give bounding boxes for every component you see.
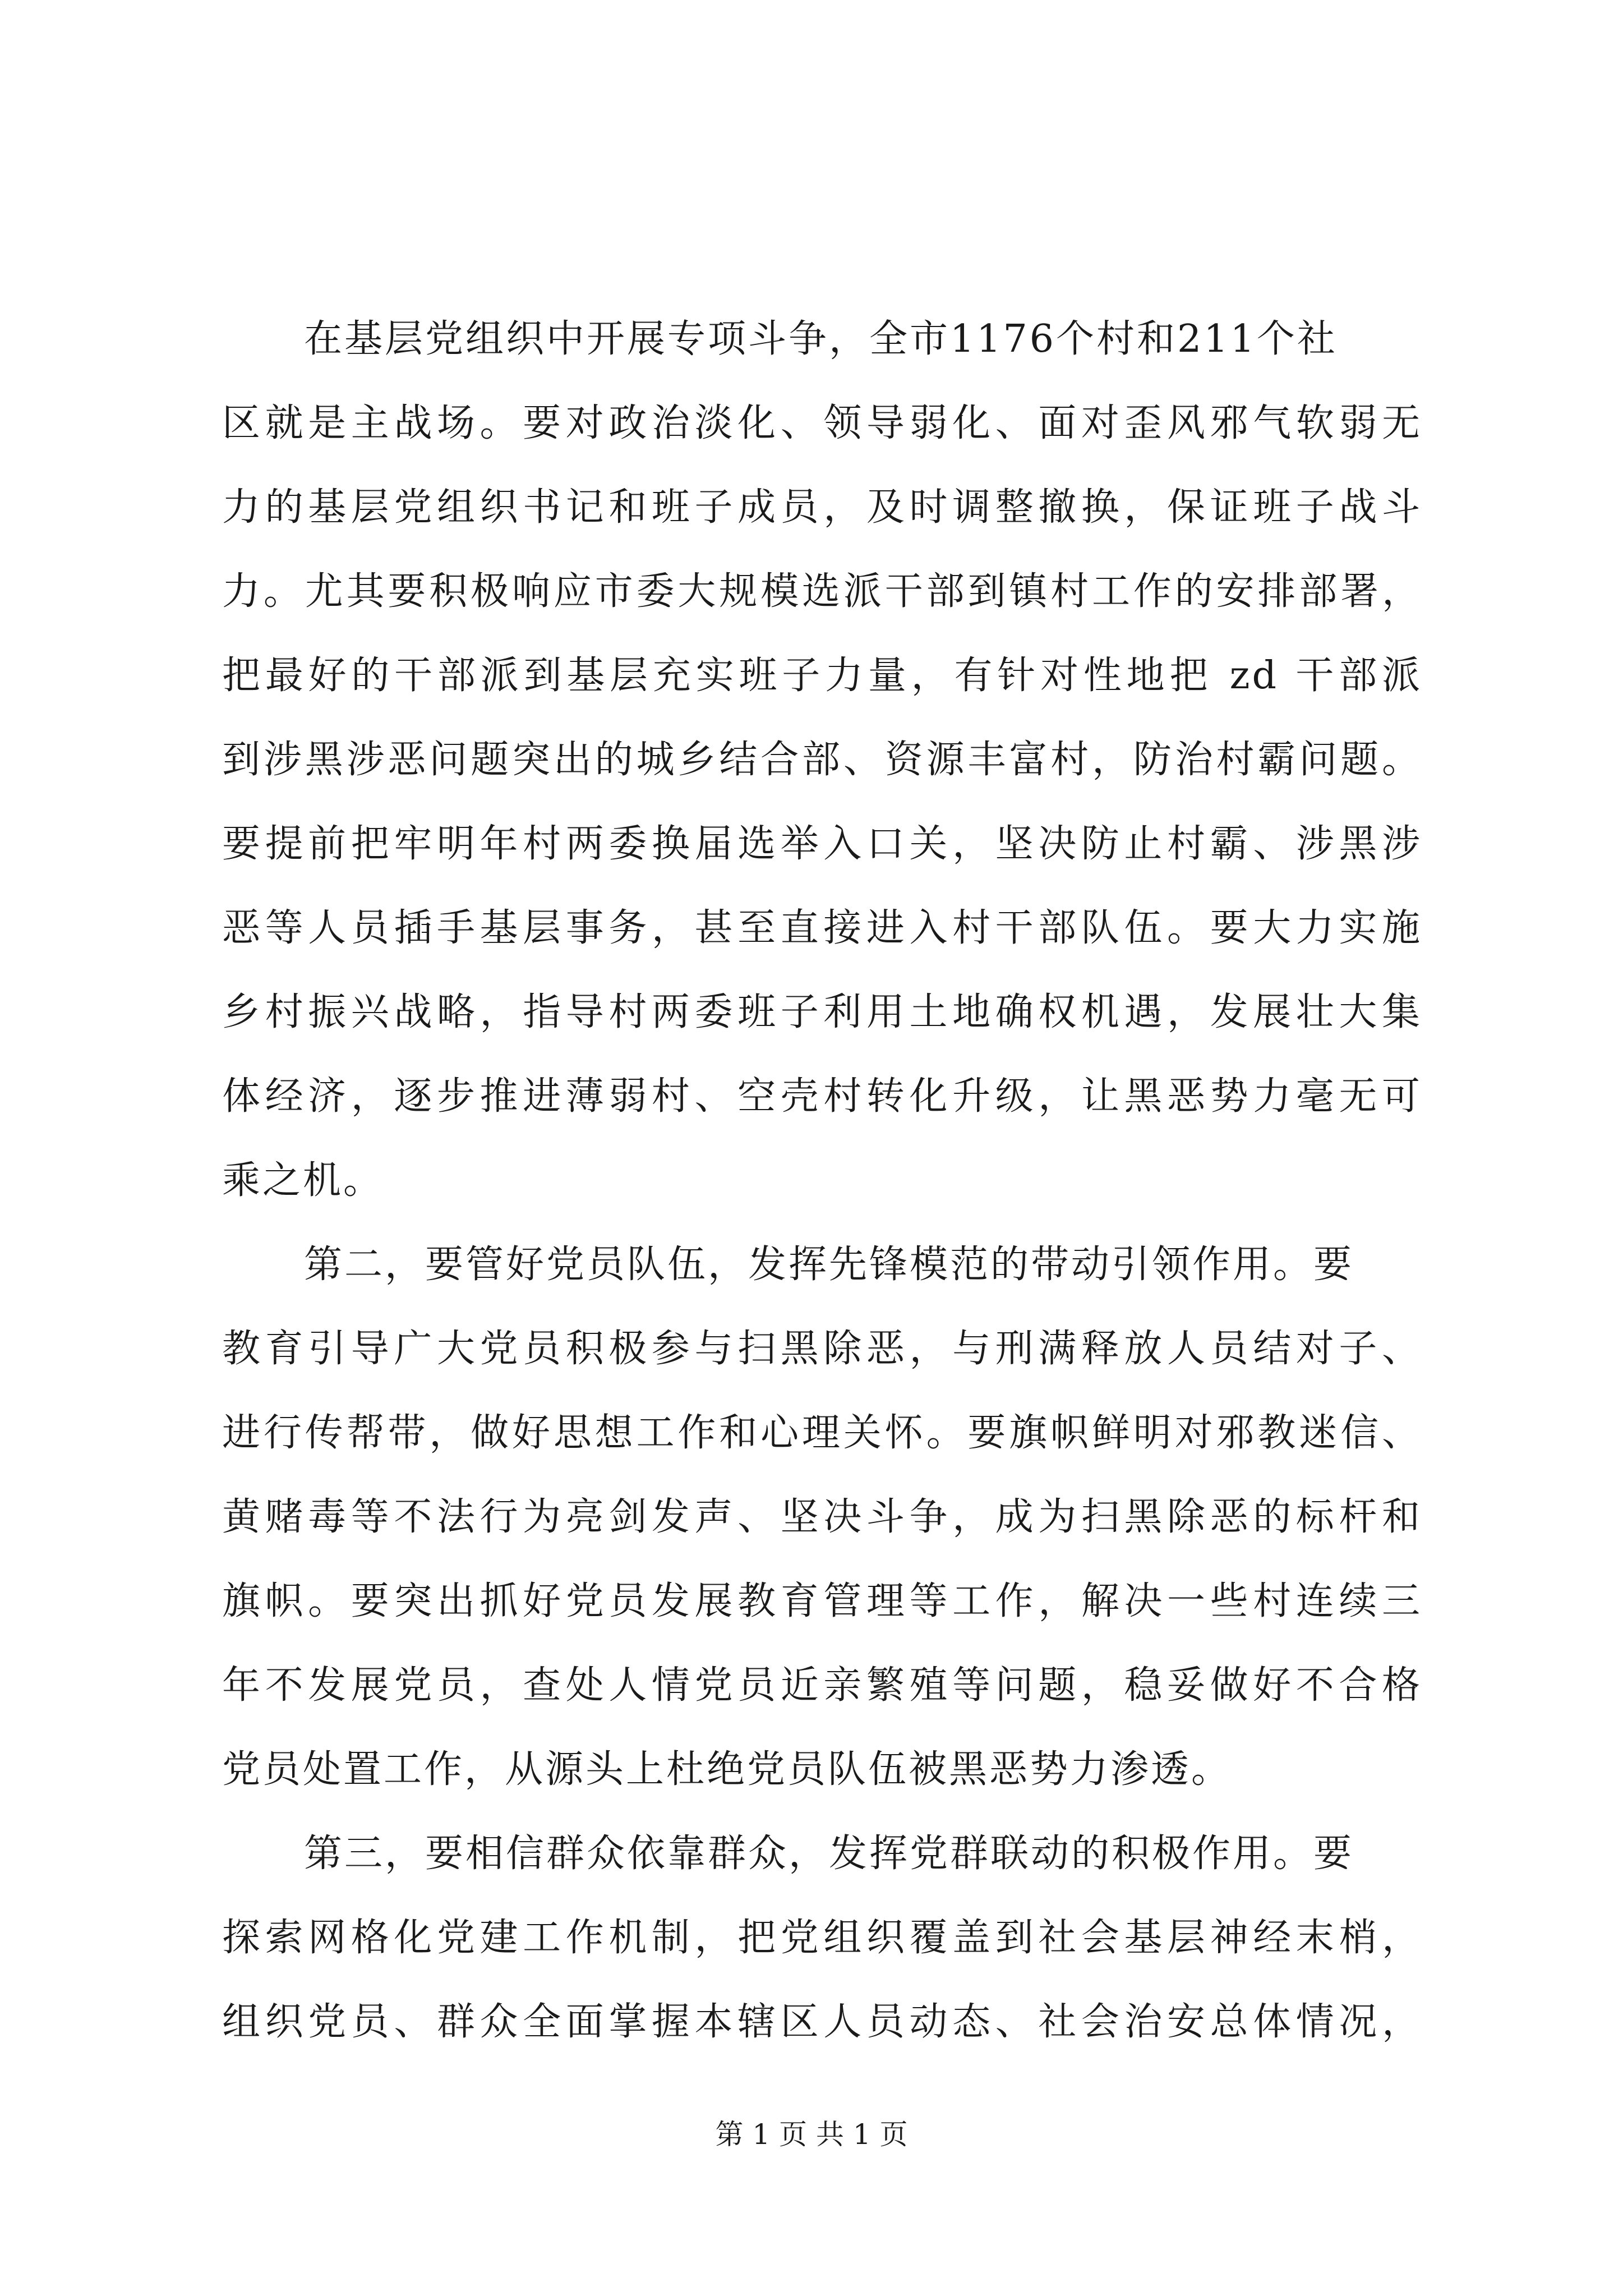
text-line: 教育引导广大党员积极参与扫黑除恶，与刑满释放人员结对子、 [222, 1327, 1422, 1371]
text-line: 黄赌毒等不法行为亮剑发声、坚决斗争，成为扫黑除恶的标杆和 [222, 1495, 1422, 1539]
text-line: 到涉黑涉恶问题突出的城乡结合部、资源丰富村，防治村霸问题。 [222, 738, 1422, 782]
text-line: 在基层党组织中开展专项斗争，全市1176个村和211个社 [304, 317, 1338, 361]
text-line: 党员处置工作，从源头上杜绝党员队伍被黑恶势力渗透。 [222, 1747, 1232, 1792]
document-body [222, 297, 1422, 2064]
text-line: 乡村振兴战略，指导村两委班子利用土地确权机遇，发展壮大集 [222, 990, 1422, 1034]
text-line: 体经济，逐步推进薄弱村、空壳村转化升级，让黑恶势力毫无可 [222, 1074, 1422, 1119]
text-line: 把最好的干部派到基层充实班子力量，有针对性地把 zd 干部派 [222, 654, 1422, 698]
text-line: 力的基层党组织书记和班子成员，及时调整撤换，保证班子战斗 [222, 485, 1422, 530]
text-line: 进行传帮带，做好思想工作和心理关怀。要旗帜鲜明对邪教迷信、 [222, 1411, 1422, 1455]
text-line: 组织党员、群众全面掌握本辖区人员动态、社会治安总体情况， [222, 2000, 1422, 2044]
text-line: 第三，要相信群众依靠群众，发挥党群联动的积极作用。要 [304, 1832, 1354, 1876]
text-line: 恶等人员插手基层事务，甚至直接进入村干部队伍。要大力实施 [222, 906, 1422, 950]
text-line: 区就是主战场。要对政治淡化、领导弱化、面对歪风邪气软弱无 [222, 401, 1422, 445]
page-number-footer: 第 1 页 共 1 页 [715, 2118, 908, 2151]
text-line: 乘之机。 [222, 1158, 384, 1203]
text-line: 探索网格化党建工作机制，把党组织覆盖到社会基层神经末梢， [222, 1916, 1422, 1960]
text-line: 力。尤其要积极响应市委大规模选派干部到镇村工作的安排部署， [222, 569, 1422, 614]
text-line: 旗帜。要突出抓好党员发展教育管理等工作，解决一些村连续三 [222, 1579, 1422, 1623]
text-line: 第二，要管好党员队伍，发挥先锋模范的带动引领作用。要 [304, 1243, 1354, 1287]
text-line: 年不发展党员，查处人情党员近亲繁殖等问题，稳妥做好不合格 [222, 1663, 1422, 1708]
text-line: 要提前把牢明年村两委换届选举入口关，坚决防止村霸、涉黑涉 [222, 822, 1422, 866]
